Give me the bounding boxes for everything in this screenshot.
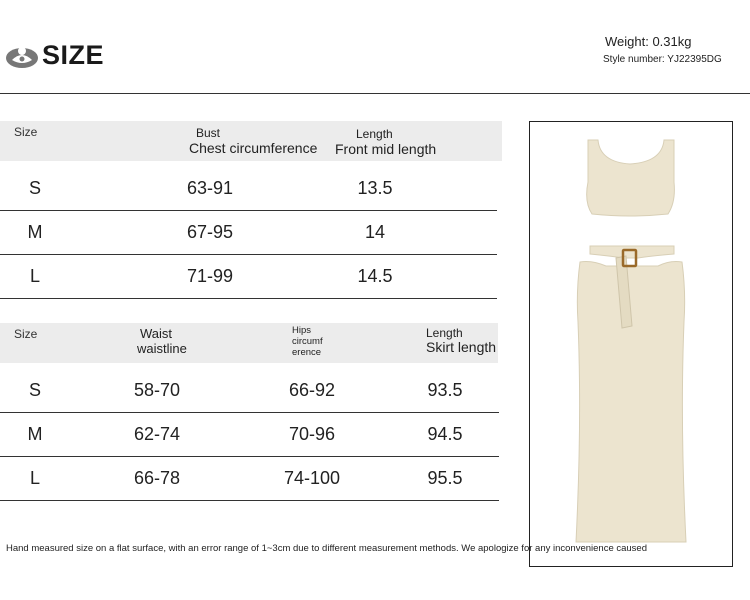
length-cell: 95.5 bbox=[427, 468, 463, 488]
header-hips-circ-line2: erence bbox=[292, 347, 322, 358]
bust-cell: 63-91 bbox=[186, 178, 234, 198]
table-row bbox=[0, 456, 499, 501]
page-title: SIZE bbox=[42, 40, 105, 70]
header-hips-circ-line1: circumf bbox=[292, 336, 323, 347]
header-hips-label: Hips bbox=[292, 325, 312, 336]
length-cell: 13.5 bbox=[357, 178, 393, 198]
table-row bbox=[0, 210, 497, 255]
header-bust-label: Bust bbox=[196, 126, 221, 140]
size-cell: M bbox=[27, 222, 43, 242]
waist-cell: 62-74 bbox=[133, 424, 181, 444]
waist-cell: 66-78 bbox=[133, 468, 181, 488]
table-header bbox=[0, 121, 502, 161]
brand-logo-icon bbox=[4, 42, 40, 70]
style-number-label: Style number: YJ22395DG bbox=[603, 54, 722, 65]
bust-cell: 71-99 bbox=[186, 266, 234, 286]
header-size-label: Size bbox=[14, 327, 38, 341]
header-waistline-label: waistline bbox=[137, 341, 187, 356]
header-length-label: Length bbox=[426, 326, 463, 340]
length-cell: 93.5 bbox=[427, 380, 463, 400]
size-cell: S bbox=[28, 380, 41, 400]
size-cell: S bbox=[28, 178, 41, 198]
table-header bbox=[0, 323, 498, 363]
header-waist-label: Waist bbox=[140, 326, 173, 341]
weight-label: Weight: 0.31kg bbox=[605, 34, 692, 49]
size-cell: M bbox=[27, 424, 43, 444]
bust-cell: 67-95 bbox=[186, 222, 234, 242]
hips-cell: 74-100 bbox=[283, 468, 341, 488]
table-row bbox=[0, 166, 497, 211]
length-cell: 14 bbox=[364, 222, 386, 242]
length-cell: 94.5 bbox=[427, 424, 463, 444]
header-size-label: Size bbox=[14, 125, 38, 139]
header-chest-label: Chest circumference bbox=[189, 140, 318, 156]
garment-illustration bbox=[530, 122, 732, 566]
length-cell: 14.5 bbox=[357, 266, 393, 286]
table-row bbox=[0, 254, 497, 299]
table-row bbox=[0, 368, 499, 413]
header-divider bbox=[0, 93, 750, 94]
hips-cell: 70-96 bbox=[288, 424, 336, 444]
product-photo bbox=[529, 121, 733, 567]
size-cell: L bbox=[29, 266, 40, 286]
table-row bbox=[0, 412, 499, 457]
hips-cell: 66-92 bbox=[288, 380, 336, 400]
header-front-length-label: Front mid length bbox=[335, 141, 437, 157]
header-skirt-length-label: Skirt length bbox=[426, 339, 497, 355]
waist-cell: 58-70 bbox=[133, 380, 181, 400]
header-length-label: Length bbox=[356, 127, 393, 141]
measurement-note: Hand measured size on a flat surface, with an error range of 1~3cm due to different measurement methods. We apologize for any inconvenience caused bbox=[6, 543, 647, 554]
size-cell: L bbox=[29, 468, 40, 488]
